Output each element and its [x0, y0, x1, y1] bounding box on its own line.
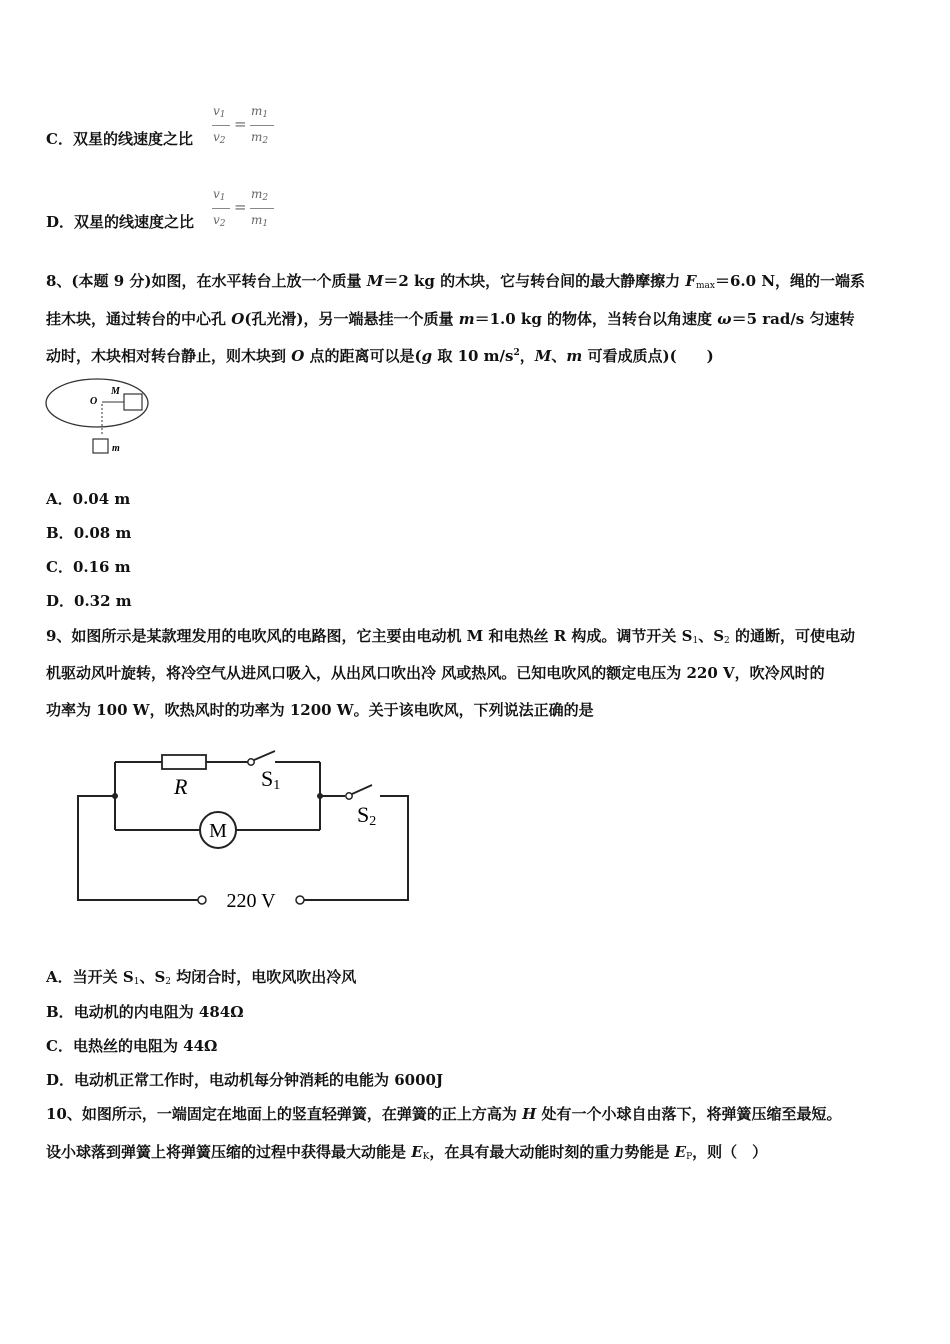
q9-option-c[interactable]: C．电热丝的电阻为 44Ω: [46, 1037, 218, 1055]
terminal-left: [198, 896, 206, 904]
block-m: [93, 439, 108, 453]
q9-option-d[interactable]: D．电动机正常工作时，电动机每分钟消耗的电能为 6000J: [46, 1071, 444, 1089]
resistor-R: [162, 755, 206, 769]
label-m: m: [112, 443, 120, 454]
q8-turntable-figure: [44, 372, 154, 462]
switch-s2-contact: [346, 793, 352, 799]
junction-right: [317, 793, 323, 799]
q10-stem-line-1: 10、如图所示，一端固定在地面上的竖直轻弹簧，在弹簧的正上方高为 H 处有一个小球自由落下，将弹簧压缩至最短。: [46, 1105, 842, 1123]
q7-option-d[interactable]: [46, 211, 194, 232]
option-label: C．: [46, 130, 73, 148]
motor-label: M: [209, 820, 227, 842]
q8-option-b[interactable]: B．0.08 m: [46, 524, 132, 542]
q7-option-c[interactable]: [46, 128, 193, 149]
q8-stem-line-1: 8、(本题 9 分)如图，在水平转台上放一个质量 M＝2 kg 的木块，它与转台间的最大静摩擦力 $F_{max}=6.0$ N，绳的一端系: [46, 272, 866, 291]
voltage-label: 220 V: [226, 890, 276, 912]
label-R: R: [174, 774, 188, 799]
switch-s1-contact: [248, 759, 254, 765]
block-M: [124, 394, 142, 410]
option-text: 双星的线速度之比: [74, 213, 195, 231]
q7-option-c-formula: $v_1$ $v_2$ = $m_1$ $m_2$: [210, 104, 280, 152]
q9-stem-line-1: 9、如图所示是某款理发用的电吹风的电路图，它主要由电动机 M 和电热丝 R 构成。调节开关 $S_1$、$S_2$ 的通断，可使电动: [46, 627, 856, 646]
switch-s2-blade: [352, 785, 372, 794]
q9-option-a[interactable]: A．当开关 $S_1$、$S_2$ 均闭合时，电吹风吹出冷风: [46, 968, 357, 987]
wire-left-bottom: [78, 796, 198, 900]
q7-option-d-formula: $v_1$ $v_2$ = $m_2$ $m_1$: [210, 187, 280, 235]
q8-stem-line-2: 挂木块，通过转台的中心孔 O(孔光滑)，另一端悬挂一个质量 m＝1.0 kg 的物体，当转台以角速度 ω＝5 rad/s 匀速转: [46, 310, 855, 328]
q10-stem-line-2: 设小球落到弹簧上将弹簧压缩的过程中获得最大动能是 $E_K$，在具有最大动能时刻的重力势能是 $E_P$，则（ ）: [46, 1143, 768, 1162]
q9-stem-line-2: 机驱动风叶旋转，将冷空气从进风口吸入，从出风口吹出冷 风或热风。已知电吹风的额定电压为 220 V，吹冷风时的: [46, 664, 825, 682]
label-O: O: [90, 396, 98, 407]
q8-stem-line-3: 动时，木块相对转台静止，则木块到 O 点的距离可以是(g 取 10 $m/s^2$，M、m 可看成质点)( ): [46, 347, 714, 365]
option-text: 双星的线速度之比: [72, 130, 193, 148]
q9-option-b[interactable]: B．电动机的内电阻为 484Ω: [46, 1003, 244, 1021]
q9-stem-line-3: 功率为 100 W，吹热风时的功率为 1200 W。关于该电吹风，下列说法正确的是: [46, 701, 594, 719]
label-S1: S1: [261, 766, 281, 793]
q8-option-d[interactable]: D．0.32 m: [46, 592, 132, 610]
q8-option-c[interactable]: C．0.16 m: [46, 558, 131, 576]
label-S2: S2: [357, 802, 377, 829]
q9-circuit-figure: [70, 745, 415, 915]
junction-left: [112, 793, 118, 799]
terminal-right: [296, 896, 304, 904]
switch-s1-blade: [254, 751, 275, 760]
label-M: M: [111, 386, 120, 397]
q8-option-a[interactable]: A．0.04 m: [46, 490, 131, 508]
option-label: D．: [46, 213, 75, 231]
